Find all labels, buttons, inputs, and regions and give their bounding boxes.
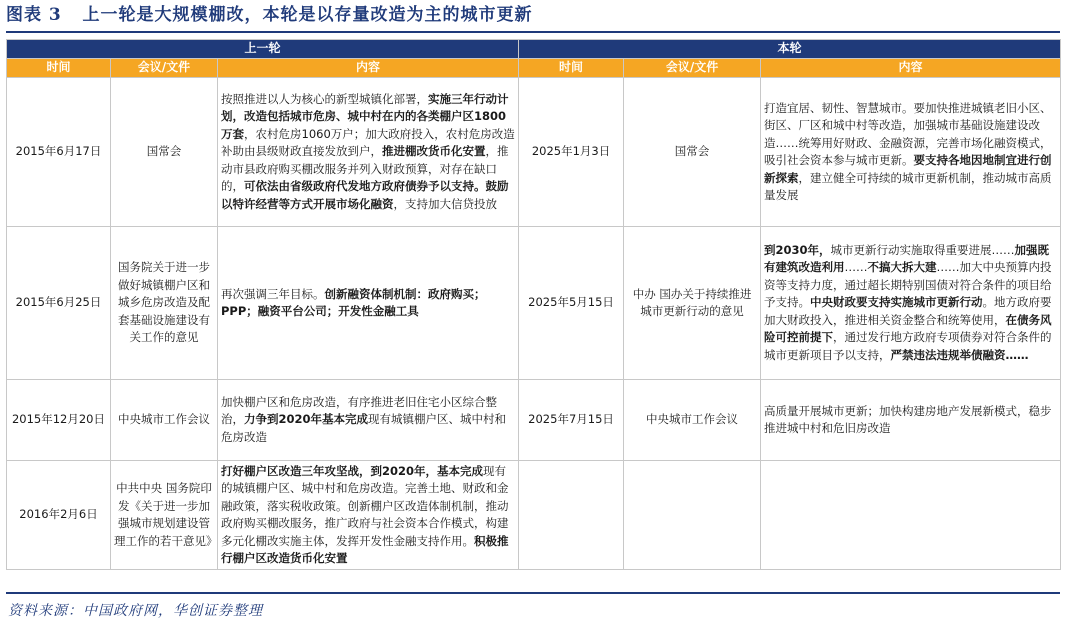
content-text: 打造宜居、韧性、智慧城市。要加快推进城镇老旧小区、街区、厂区和城中村等改造，加强城市基础设施建设改造……统筹用好财政、金融资源，完善市场化融资模式，吸引社会资本参与城市更新。 — [764, 100, 1052, 167]
content-text: 高质量开展城市更新；加快构建房地产发展新模式，稳步推进城中村和危旧房改造 — [764, 403, 1052, 435]
col-header-time-right: 时间 — [519, 59, 624, 78]
right-content-cell — [761, 227, 1061, 380]
right-time-cell: 2025年5月15日 — [519, 227, 624, 380]
emphasis-text: 严禁违法违规举债融资…… — [890, 347, 1029, 362]
left-time-cell: 2015年6月17日 — [7, 78, 111, 227]
content-text: ，推动市县政府购买棚改服务并列入财政预算，对存在缺口的， — [221, 144, 509, 194]
left-meeting-cell: 中共中央 国务院印发《关于进一步加强城市规划建设管理工作的若干意见》 — [111, 461, 218, 570]
col-header-meeting-left: 会议/文件 — [111, 59, 218, 78]
emphasis-text: 力争到2020年基本完成 — [244, 412, 369, 427]
title-divider — [6, 31, 1060, 33]
content-text: ，农村危房1060万户；加大政府投入，农村危房改造补助由县级财政直接发放到户， — [221, 126, 515, 159]
content-text: 。地方政府要加大财政投入，推进相关资金整合和统筹使用， — [764, 295, 1052, 327]
emphasis-text: 在债务风险可控前提下 — [764, 312, 1052, 345]
left-content-cell — [218, 227, 519, 380]
right-content-cell — [761, 461, 1061, 570]
right-meeting-cell: 国常会 — [624, 78, 761, 227]
emphasis-text: 到2030年， — [764, 242, 831, 257]
table-row — [7, 380, 1061, 461]
policy-comparison-table — [6, 39, 1061, 570]
figure-title-text: 上一轮是大规模棚改，本轮是以存量改造为主的城市更新 — [82, 5, 533, 25]
emphasis-text: 中央财政要支持实施城市更新行动 — [810, 295, 983, 310]
col-header-content-left: 内容 — [218, 59, 519, 78]
content-text: 加快棚户区和危房改造，有序推进老旧住宅小区综合整治， — [221, 394, 497, 427]
emphasis-text: 不搞大拆大建 — [867, 260, 937, 275]
emphasis-text: 要支持各地因地制宜进行创新探索 — [764, 153, 1052, 185]
left-time-cell: 2015年6月25日 — [7, 227, 111, 380]
right-content-cell — [761, 380, 1061, 461]
content-text: 城市更新行动实施取得重要进展…… — [830, 242, 1015, 257]
right-content-cell — [761, 78, 1061, 227]
left-time-cell: 2015年12月20日 — [7, 380, 111, 461]
emphasis-text: 实施三年行动计划，改造包括城市危房、城中村在内的各类棚户区1800万套 — [221, 91, 509, 141]
left-meeting-cell: 中央城市工作会议 — [111, 380, 218, 461]
left-content-cell — [218, 380, 519, 461]
right-time-cell: 2025年7月15日 — [519, 380, 624, 461]
left-meeting-cell: 国常会 — [111, 78, 218, 227]
left-meeting-cell: 国务院关于进一步做好城镇棚户区和城乡危房改造及配套基础设施建设有关工作的意见 — [111, 227, 218, 380]
content-text: ，通过发行地方政府专项债券对符合条件的城市更新项目予以支持， — [764, 330, 1052, 362]
left-content-cell — [218, 461, 519, 570]
right-time-cell: 2025年1月3日 — [519, 78, 624, 227]
emphasis-text: 打好棚户区改造三年攻坚战，到2020年，基本完成 — [221, 463, 484, 478]
figure-title — [6, 2, 1060, 28]
content-text: 按照推进以人为核心的新型城镇化部署， — [221, 91, 428, 106]
current-round-header: 本轮 — [519, 40, 1061, 59]
column-header-row — [7, 59, 1061, 78]
content-text: 现有的城镇棚户区、城中村和危房改造。完善土地、财政和金融政策，落实税收政策。创新棚户区改造体制机制，推动政府购买棚改服务，推广政府与社会资本合作模式，构建多元化棚改实施主体，发挥开发性金融支持作用。 — [221, 463, 509, 548]
left-content-cell — [218, 78, 519, 227]
previous-round-header: 上一轮 — [7, 40, 519, 59]
table-row — [7, 78, 1061, 227]
right-meeting-cell: 中办 国办关于持续推进城市更新行动的意见 — [624, 227, 761, 380]
col-header-meeting-right: 会议/文件 — [624, 59, 761, 78]
content-text: …… — [844, 260, 868, 275]
content-text: 现有城镇棚户区、城中村和危房改造 — [221, 412, 507, 444]
right-meeting-cell — [624, 461, 761, 570]
right-meeting-cell: 中央城市工作会议 — [624, 380, 761, 461]
content-text: ，支持加大信贷投放 — [393, 196, 497, 211]
group-header-row — [7, 40, 1061, 59]
table-row — [7, 227, 1061, 380]
emphasis-text: 积极推行棚户区改造货币化安置 — [221, 533, 509, 565]
figure-label: 图表 3 — [6, 5, 62, 25]
emphasis-text: 推进棚改货币化安置 — [382, 144, 486, 159]
right-time-cell — [519, 461, 624, 570]
content-text: 再次强调三年目标。 — [221, 286, 325, 301]
col-header-time-left: 时间 — [7, 59, 111, 78]
left-time-cell: 2016年2月6日 — [7, 461, 111, 570]
emphasis-text: 创新融资体制机制：政府购买；PPP；融资平台公司；开发性金融工具 — [221, 286, 486, 318]
emphasis-text: 可依法由省级政府代发地方政府债券予以支持。鼓励以特许经营等方式开展市场化融资 — [221, 179, 509, 211]
content-text: ，建立健全可持续的城市更新机制，推动城市高质量发展 — [764, 170, 1052, 202]
col-header-content-right: 内容 — [761, 59, 1061, 78]
emphasis-text: 加强既有建筑改造利用 — [764, 242, 1050, 275]
table-row — [7, 461, 1061, 570]
content-text: ……加大中央预算内投资等支持力度，通过超长期特别国债对符合条件的项目给予支持。 — [764, 260, 1052, 310]
source-note: 资料来源：中国政府网，华创证券整理 — [8, 603, 263, 619]
bottom-divider — [6, 592, 1060, 594]
